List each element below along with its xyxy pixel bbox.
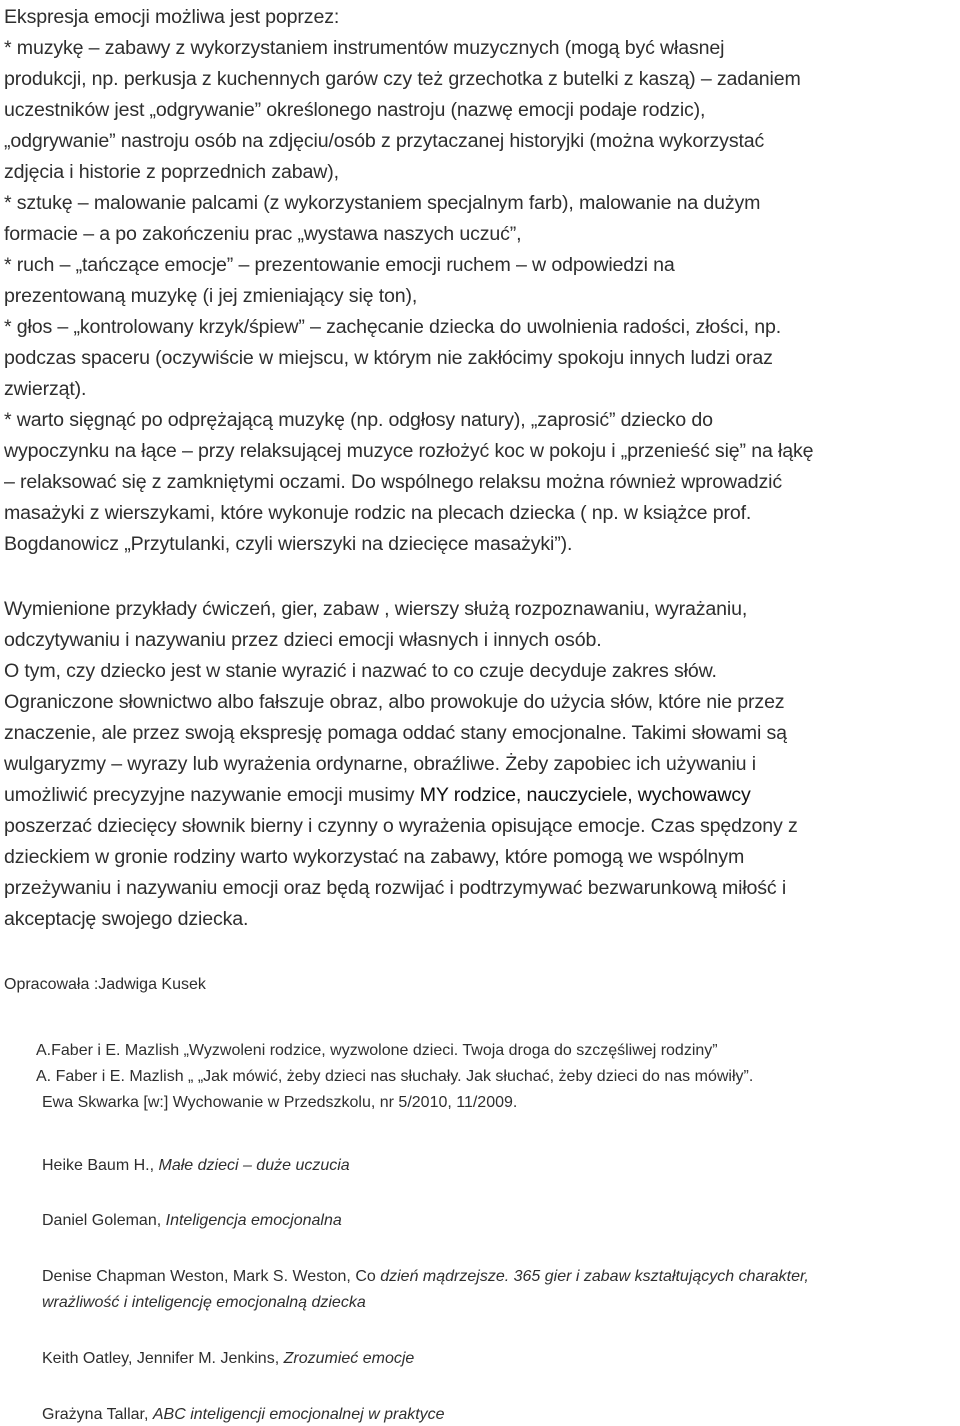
text-line: odczytywaniu i nazywaniu przez dzieci emocji własnych i innych osób.	[4, 629, 602, 651]
reference-item-continuation	[42, 1292, 366, 1314]
text-line: dzieckiem w gronie rodziny warto wykorzystać na zabawy, które pomogą we wspólnym	[4, 846, 745, 868]
text-line: wulgaryzmy – wyrazy lub wyrażenia ordynarne, obraźliwe. Żeby zapobiec ich używaniu i	[4, 753, 756, 775]
text-line	[4, 782, 751, 808]
reference-author: Daniel Goleman,	[42, 1212, 166, 1229]
author-signature: Opracowała :Jadwiga Kusek	[4, 976, 206, 993]
reference-author: Denise Chapman Weston, Mark S. Weston, Co	[42, 1268, 381, 1285]
text-line: akceptację swojego dziecka.	[4, 908, 249, 930]
text-line: produkcji, np. perkusja z kuchennych garów czy też grzechotka z butelki z kaszą) – zadaniem	[4, 68, 801, 90]
text-line: znaczenie, ale przez swoją ekspresję pomaga oddać stany emocjonalne. Takimi słowami są	[4, 722, 787, 744]
reference-item: Ewa Skwarka [w:] Wychowanie w Przedszkolu, nr 5/2010, 11/2009.	[42, 1094, 518, 1111]
text-line: formacie – a po zakończeniu prac „wystawa naszych uczuć”,	[4, 223, 522, 245]
text-line: * sztukę – malowanie palcami (z wykorzystaniem specjalnym farb), malowanie na dużym	[4, 192, 761, 214]
text-line: uczestników jest „odgrywanie” określonego nastroju (nazwę emocji podaje rodzic),	[4, 99, 706, 121]
section-intro: Ekspresja emocji możliwa jest poprzez:	[4, 6, 340, 28]
reference-item	[42, 1348, 414, 1370]
text-line: podczas spaceru (oczywiście w miejscu, w którym nie zakłócimy spokoju innych ludzi oraz	[4, 347, 773, 369]
text-line: * warto sięgnąć po odprężającą muzykę (np. odgłosy natury), „zaprosić” dziecko do	[4, 409, 713, 431]
reference-item	[42, 1155, 350, 1177]
reference-item	[42, 1266, 809, 1288]
text-line: Ograniczone słownictwo albo fałszuje obraz, albo prowokuje do użycia słów, które nie przez	[4, 691, 785, 713]
reference-item	[42, 1210, 342, 1232]
emphasized-phrase: MY rodzice, nauczyciele, wychowawcy	[419, 784, 751, 806]
reference-item: A.Faber i E. Mazlish „Wyzwoleni rodzice, wyzwolone dzieci. Twoja droga do szczęśliwej rodziny”	[36, 1042, 718, 1059]
reference-title: Małe dzieci – duże uczucia	[158, 1157, 350, 1174]
reference-title: dzień mądrzejsze. 365 gier i zabaw kształtujących charakter,	[380, 1268, 809, 1285]
reference-author: Heike Baum H.,	[42, 1157, 159, 1174]
text-line: * muzykę – zabawy z wykorzystaniem instrumentów muzycznych (mogą być własnej	[4, 37, 725, 59]
text-line: Wymienione przykłady ćwiczeń, gier, zabaw , wierszy służą rozpoznawaniu, wyrażaniu,	[4, 598, 748, 620]
text-line: wypoczynku na łące – przy relaksującej muzyce rozłożyć koc w pokoju i „przenieść się” na łąkę	[4, 440, 814, 462]
text-line: przeżywaniu i nazywaniu emocji oraz będą rozwijać i podtrzymywać bezwarunkową miłość i	[4, 877, 787, 899]
reference-title: Zrozumieć emocje	[283, 1350, 415, 1367]
reference-title: wrażliwość i inteligencję emocjonalną dziecka	[42, 1294, 366, 1311]
text-line: prezentowaną muzykę (i jej zmieniający się ton),	[4, 285, 418, 307]
reference-item	[42, 1404, 445, 1426]
reference-title: ABC inteligencji emocjonalnej w praktyce	[152, 1406, 445, 1423]
reference-author: Keith Oatley, Jennifer M. Jenkins,	[42, 1350, 284, 1367]
text-line: * głos – „kontrolowany krzyk/śpiew” – zachęcanie dziecka do uwolnienia radości, złości, np.	[4, 316, 782, 338]
reference-title: Inteligencja emocjonalna	[165, 1212, 342, 1229]
text-line: „odgrywanie” nastroju osób na zdjęciu/osób z przytaczanej historyjki (można wykorzystać	[4, 130, 765, 152]
text-line: * ruch – „tańczące emocje” – prezentowanie emocji ruchem – w odpowiedzi na	[4, 254, 675, 276]
reference-item: A. Faber i E. Mazlish „ „Jak mówić, żeby dzieci nas słuchały. Jak słuchać, żeby dzieci do nas mówiły”.	[36, 1068, 754, 1085]
text-line: Bogdanowicz „Przytulanki, czyli wierszyki na dziecięce masażyki”).	[4, 533, 573, 555]
text-line: poszerzać dziecięcy słownik bierny i czynny o wyrażenia opisujące emocje. Czas spędzony z	[4, 815, 798, 837]
text-line: zdjęcia i historie z poprzednich zabaw),	[4, 161, 339, 183]
reference-author: Grażyna Tallar,	[42, 1406, 153, 1423]
text-line: zwierząt).	[4, 378, 87, 400]
text-line: – relaksować się z zamkniętymi oczami. Do wspólnego relaksu można również wprowadzić	[4, 471, 782, 493]
text-segment: umożliwić precyzyjne nazywanie emocji musimy	[4, 784, 420, 806]
text-line: masażyki z wierszykami, które wykonuje rodzic na plecach dziecka ( np. w książce prof.	[4, 502, 752, 524]
text-line: O tym, czy dziecko jest w stanie wyrazić i nazwać to co czuje decyduje zakres słów.	[4, 660, 717, 682]
